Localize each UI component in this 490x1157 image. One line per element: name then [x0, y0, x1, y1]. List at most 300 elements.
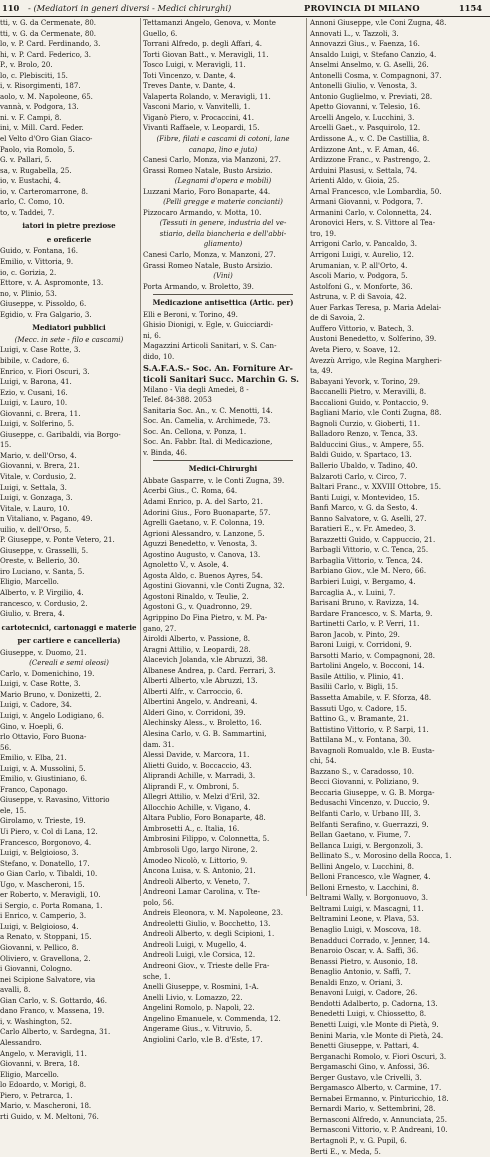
directory-entry: Babayani Yevork, v. Torino, 29.: [310, 376, 420, 386]
directory-entry: Austoni Benedetto, v. Solferino, 39.: [310, 334, 437, 344]
directory-entry: Arienti Aldo, v. Gioia, 25.: [310, 176, 400, 186]
directory-entry: Luigi, v. A. Mussolini, 5.: [0, 763, 86, 773]
directory-entry: Toti Vincenzo, v. Dante, 4.: [143, 70, 236, 80]
directory-entry: Bernasconi Vittorio, v. P. Andreani, 10.: [310, 1125, 448, 1135]
directory-entry: Elli e Beroni, v. Torino, 49.: [143, 309, 238, 319]
directory-entry: Emilio, v. Elba, 21.: [0, 753, 67, 763]
directory-entry: Benavoni Luigi, v. Cadore, 26.: [310, 988, 418, 998]
directory-entry: Baroni Luigi, v. Corridoni, 9.: [310, 640, 412, 650]
directory-entry: i, v. Washington, 52.: [0, 1016, 72, 1026]
directory-entry: Luigi, v. Cadore, 34.: [0, 700, 72, 710]
directory-column-left: [0, 18, 138, 1121]
directory-entry: Giuseppe, c. Garibaldi, via Borgo-: [0, 429, 121, 439]
directory-entry: Vasconi Mario, v. Vanvitelli, 1.: [143, 102, 251, 112]
directory-column-middle: [143, 18, 303, 1044]
directory-entry: Arumanian, v. P. all'Orto, 4.: [310, 260, 408, 270]
directory-entry: Banfi Marco, v. G. da Sesto, 4.: [310, 503, 418, 513]
directory-entry: dam. 31.: [143, 739, 175, 749]
directory-entry: Benaroio Oscar, v. A. Saffi, 36.: [310, 946, 419, 956]
directory-entry: io, c. Gorizia, 2.: [0, 267, 57, 277]
directory-entry: Barcaglia A., v. Luini, 7.: [310, 587, 396, 597]
directory-entry: Luigi, v. Lauro, 10.: [0, 398, 68, 408]
directory-entry: Arnal Francesco, v.le Lombardia, 50.: [310, 186, 442, 196]
directory-entry: Pizzocaro Armando, v. Motta, 10.: [143, 207, 262, 217]
directory-entry: Bernasconi Alfredo, v. Annunciata, 25.: [310, 1114, 448, 1124]
directory-entry: Aguzzi Benedetto, v. Venosta, 3.: [143, 539, 258, 549]
section-rule: [153, 294, 293, 295]
directory-entry: Antonelli Cosma, v. Compagnoni, 37.: [310, 70, 442, 80]
directory-entry: P. Giuseppe, v. Ponte Vetero, 21.: [0, 535, 115, 545]
directory-entry: Adami Enrico, p. A. del Sarto, 21.: [143, 496, 263, 506]
directory-entry: Giuseppe, v. Grasselli, 5.: [0, 545, 89, 555]
directory-entry: Aragni Attilio, v. Leopardi, 28.: [143, 644, 251, 654]
directory-entry: Adorini Gius., Foro Buonaparte, 57.: [143, 507, 271, 517]
category-note: (Mecc. in sete - filo e cascami): [14, 334, 124, 344]
directory-entry: Astruna, v. P. di Savoia, 42.: [310, 292, 407, 302]
directory-entry: Vitale, v. Cordusio, 2.: [0, 471, 77, 481]
directory-entry: Treves Dante, v. Dante, 4.: [143, 81, 236, 91]
directory-entry: Vivanti Raffaele, v. Leopardi, 15.: [143, 123, 260, 133]
directory-entry: Alacevich Jolanda, v.le Abruzzi, 38.: [143, 655, 268, 665]
directory-entry: Carlo Alberto, v. Sardegna, 31.: [0, 1027, 111, 1037]
directory-entry: Magazzini Articoli Sanitari, v. S. Can-: [143, 341, 277, 351]
directory-entry: Telef. 84-388. 2053: [143, 395, 212, 405]
category-note: (Fibre, filati e cascami di cotoni, lane: [156, 134, 290, 144]
directory-entry: Francesco, Borgonovo, 4.: [0, 837, 92, 847]
directory-entry: Balzaroti Carlo, v. Circo, 7.: [310, 471, 407, 481]
directory-entry: de di Savoia, 2.: [310, 313, 365, 323]
directory-entry: Antonelli Giulio, v. Venosta, 3.: [310, 81, 417, 91]
directory-entry: Banno Salvatore, v. G. Aselli, 27.: [310, 513, 427, 523]
directory-entry: lo, v. P. Card. Ferdinando, 3.: [0, 39, 101, 49]
directory-entry: Arcelli Angelo, v. Lucchini, 3.: [310, 112, 415, 122]
directory-entry: Annovazzi Gius., v. Faenza, 16.: [310, 39, 420, 49]
directory-entry: er Roberto, v. Meravigli, 10.: [0, 890, 101, 900]
directory-entry: aolo, v. M. Napoleone, 65.: [0, 91, 93, 101]
directory-entry: i Sergio, c. Porta Romana, 1.: [0, 900, 103, 910]
category-note: (Tessuti in genere, industria del ve-: [159, 218, 287, 228]
directory-entry: Benadduci Corrado, v. Jenner, 14.: [310, 935, 431, 945]
section-heading: cartotecnici, cartonaggi e materie: [1, 622, 137, 632]
directory-entry: Luigi, v. Belgioioso, 4.: [0, 921, 79, 931]
directory-entry: Beltrami Wally, v. Borgonuovo, 3.: [310, 893, 428, 903]
category-note: (Pelli gregge e materie concianti): [163, 197, 283, 207]
directory-entry: Benini Maria, v.le Monte di Pietà, 24.: [310, 1030, 444, 1040]
directory-entry: Grassi Romeo Natale, Busto Arsizio.: [143, 165, 273, 175]
directory-entry: Ballerio Ubaldo, v. Tadino, 40.: [310, 460, 418, 470]
directory-entry: Apetto Giovanni, v. Telesio, 16.: [310, 102, 421, 112]
directory-entry: Ugo, v. Mascheroni, 15.: [0, 879, 85, 889]
directory-entry: rlo Ottavio, Foro Buona-: [0, 732, 87, 742]
directory-entry: Belfanti Serafino, v. Guerrazzi, 9.: [310, 819, 429, 829]
directory-entry: ni. v. F. Campi, 8.: [0, 112, 62, 122]
directory-entry: Luigi, v. Settala, 3.: [0, 482, 67, 492]
directory-entry: Anelli Livio, v. Lomazzo, 22.: [143, 992, 243, 1002]
directory-entry: Alberti Alberto, v.le Abruzzi, 13.: [143, 676, 258, 686]
directory-entry: Ardizzone Ant., v. F. Aman, 46.: [310, 144, 420, 154]
directory-entry: Andreis Eleonora, v. M. Napoleone, 23.: [143, 908, 283, 918]
section-heading: iatori in pietre preziose: [22, 221, 116, 231]
directory-entry: Basile Attilio, v. Plinio, 41.: [310, 671, 404, 681]
directory-entry: Bernardi Mario, v. Settembrini, 28.: [310, 1104, 436, 1114]
directory-entry: Bassuti Ugo, v. Cadore, 15.: [310, 703, 407, 713]
directory-entry: uilio, v. dell'Orso, 5.: [0, 524, 71, 534]
directory-entry: Aveta Piero, v. Soave, 12.: [310, 344, 401, 354]
directory-entry: Milano - Via degli Amedei, 8 -: [143, 384, 249, 394]
directory-entry: Piero, v. Petrarca, 1.: [0, 1090, 73, 1100]
directory-entry: Andreoni Giov., v. Trieste delle Fra-: [143, 961, 270, 971]
directory-entry: Balladoro Renzo, v. Tenca, 33.: [310, 429, 418, 439]
directory-entry: Valaperta Rolando, v. Meravigli, 11.: [143, 91, 271, 101]
directory-entry: Guido, v. Fontana, 16.: [0, 246, 79, 256]
directory-entry: Agostoni G., v. Quadronno, 29.: [143, 602, 252, 612]
directory-entry: Vitale, v. Lauro, 10.: [0, 503, 70, 513]
directory-entry: Angerame Gius., v. Vitruvio, 5.: [143, 1024, 252, 1034]
directory-entry: Alessandro.: [0, 1037, 42, 1047]
directory-entry: n Vitaliano, v. Pagano, 49.: [0, 514, 93, 524]
directory-entry: Arrigoni Luigi, v. Aurelio, 12.: [310, 250, 414, 260]
directory-entry: Baldi Guido, v. Spartaco, 13.: [310, 450, 412, 460]
directory-entry: Grassi Romeo Natale, Busto Arsizio.: [143, 260, 273, 270]
directory-entry: Giovanni, v. Pellico, 8.: [0, 943, 79, 953]
directory-entry: Aronovici Hers, v. S. Vittore al Tea-: [310, 218, 436, 228]
directory-entry: Ansaldo Luigi, v. Stefano Canzio, 4.: [310, 49, 437, 59]
directory-entry: Allocchio Achille, v. Vigano, 4.: [143, 802, 251, 812]
directory-entry: hi, v. P. Card. Federico, 3.: [0, 49, 92, 59]
directory-entry: avalli, 8.: [0, 985, 31, 995]
advertiser-name: S.A.F.A.S.- Soc. An. Forniture Ar-: [143, 362, 293, 373]
category-note: gliamento): [203, 239, 243, 249]
directory-entry: Banti Luigi, v. Montevideo, 15.: [310, 492, 420, 502]
directory-entry: rancesco, v. Cordusio, 2.: [0, 598, 88, 608]
directory-entry: o Gian Carlo, v. Tibaldi, 10.: [0, 869, 98, 879]
directory-entry: Barisani Bruno, v. Ravizza, 14.: [310, 598, 420, 608]
directory-entry: Eligio, Marcello.: [0, 1069, 59, 1079]
directory-entry: Benaglio Antonio, v. Saffi, 7.: [310, 967, 411, 977]
directory-entry: io, v. Eustachi, 4.: [0, 176, 61, 186]
directory-entry: Bedusachi Vincenzo, v. Duccio, 9.: [310, 798, 430, 808]
directory-entry: Abbate Gasparre, v. le Conti Zugna, 39.: [143, 475, 285, 485]
directory-entry: Canesi Carlo, Monza, via Manzoni, 27.: [143, 155, 281, 165]
directory-entry: Ardizzone Franc., v. Pastrengo, 2.: [310, 155, 431, 165]
directory-entry: Guello, 6.: [143, 28, 178, 38]
directory-entry: Giovanni, c. Brera, 11.: [0, 408, 81, 418]
directory-entry: Agostino Augusto, v. Canova, 13.: [143, 549, 261, 559]
directory-entry: Agosta Aldo, c. Buenos Ayres, 54.: [143, 570, 263, 580]
directory-entry: Egidio, v. Fra Galgario, 3.: [0, 309, 92, 319]
directory-entry: Benassi Pietro, v. Ausonio, 18.: [310, 956, 418, 966]
directory-entry: Bassetta Amabile, v. F. Sforza, 48.: [310, 693, 432, 702]
directory-entry: Enrico, v. Fiori Oscuri, 3.: [0, 366, 90, 376]
directory-entry: 15.: [0, 440, 12, 450]
directory-entry: G. v. Pallari, 5.: [0, 155, 52, 165]
directory-entry: Giovanni, v. Brera, 18.: [0, 1059, 80, 1069]
directory-entry: Auffero Vittorio, v. Batech, 3.: [310, 323, 414, 333]
directory-entry: Amodeo Nicolò, v. Littorio, 9.: [143, 855, 248, 865]
directory-entry: Angelo, v. Meravigli, 11.: [0, 1048, 87, 1058]
directory-entry: Bagliani Mario, v.le Conti Zugna, 88.: [310, 408, 442, 418]
header-rule: [0, 16, 490, 17]
directory-entry: Alderi Gino, v. Corridoni, 39.: [143, 707, 246, 717]
directory-entry: Carlo, v. Domenichino, 19.: [0, 668, 95, 678]
directory-entry: Mario, v. dell'Orso, 4.: [0, 450, 77, 460]
directory-entry: Andreoletti Giulio, v. Bocchetto, 13.: [143, 918, 271, 928]
directory-entry: Alesina Carlo, v. G. B. Sammartini,: [143, 729, 267, 738]
directory-entry: Annovati L., v. Tazzoli, 3.: [310, 28, 399, 38]
directory-entry: Alechinsky Aless., v. Broletto, 16.: [143, 718, 262, 728]
directory-entry: Bagnoli Curzio, v. Gioberti, 11.: [310, 418, 420, 428]
section-heading: Mediatori pubblici: [32, 323, 106, 333]
directory-entry: Auer Farkas Teresa, p. Maria Adelai-: [310, 302, 442, 312]
directory-entry: nei Scipione Salvatore, via: [0, 974, 96, 984]
directory-entry: Giuseppe, v. Ravasino, Vittorio: [0, 795, 110, 805]
directory-entry: Alessi Davide, v. Marcora, 11.: [143, 750, 250, 760]
directory-entry: Barbagli Vittorio, v. C. Tenca, 25.: [310, 545, 429, 555]
category-note: (Legnami d'opera e mobili): [174, 176, 272, 186]
directory-entry: sche, 1.: [143, 971, 171, 981]
directory-entry: Avezzù Arrigo, v.le Regina Margheri-: [310, 355, 442, 365]
column-divider: [140, 18, 141, 896]
directory-entry: Albanese Andrea, p. Card. Ferrari, 3.: [143, 665, 276, 675]
directory-entry: Alberto, v. P. Virgilio, 4.: [0, 587, 84, 597]
directory-entry: Bernabei Ermanno, v. Pinturicchio, 18.: [310, 1093, 449, 1103]
directory-entry: lo, c. Plebisciti, 15.: [0, 70, 68, 80]
directory-entry: Agrippino Do Fina Pietro, v. M. Pa-: [143, 612, 268, 622]
directory-entry: polo, 56.: [143, 897, 174, 907]
directory-entry: Bendotti Adalberto, p. Cadorna, 13.: [310, 998, 438, 1008]
directory-entry: Benaglio Luigi, v. Moscova, 18.: [310, 925, 422, 935]
directory-entry: Agrelli Gaetano, v. F. Colonna, 19.: [143, 518, 265, 528]
directory-entry: Angiolini Carlo, v.le B. d'Este, 17.: [143, 1034, 263, 1044]
directory-entry: dano Franco, v. Massena, 19.: [0, 1006, 105, 1016]
directory-entry: io, v. Carteromarrone, 8.: [0, 186, 88, 196]
directory-entry: Luigi, v. Case Rotte, 3.: [0, 679, 81, 689]
directory-entry: tti, v. G. da Cermenate, 80.: [0, 18, 97, 27]
directory-entry: Ardissone A., v. C. De Castillia, 8.: [310, 134, 430, 144]
directory-entry: Bartolini Angelo, v. Bocconi, 14.: [310, 661, 425, 671]
directory-entry: Stefano, v. Donatello, 17.: [0, 858, 90, 868]
directory-entry: to, v. Taddei, 7.: [0, 207, 55, 217]
directory-entry: Paolo, via Romolo, 5.: [0, 144, 75, 154]
page-header: [0, 0, 490, 16]
category-note: (Cereali e semi oleosi): [29, 658, 109, 668]
directory-entry: Bellini Angelo, v. Lucchini, 8.: [310, 861, 414, 871]
directory-entry: Tettamanzi Angelo, Genova, v. Monte: [143, 18, 276, 27]
directory-entry: Franco, Caponago.: [0, 784, 68, 794]
directory-entry: Annoni Giuseppe, v.le Coni Zugna, 48.: [310, 18, 447, 27]
directory-entry: Agostoni Rinaldo, v. Teulie, 2.: [143, 591, 249, 601]
directory-entry: Viganò Piero, v. Procaccini, 41.: [143, 112, 254, 122]
directory-entry: Giulio, v. Brera, 4.: [0, 609, 65, 619]
directory-entry: Becci Giovanni, v. Poliziano, 9.: [310, 777, 419, 787]
directory-entry: Bardare Francesco, v. S. Marta, 9.: [310, 608, 433, 618]
page-number-left: 110: [2, 3, 20, 13]
directory-entry: Mario Bruno, v. Donizetti, 2.: [0, 689, 102, 699]
directory-entry: Ambrosoli Ugo, largo Nirone, 2.: [143, 845, 258, 855]
directory-entry: Antonio Guglielmo, v. Previati, 28.: [310, 91, 433, 101]
directory-entry: Berganachi Romolo, v. Fiori Oscuri, 3.: [310, 1051, 447, 1061]
directory-entry: Armani Giovanni, v. Podgora, 7.: [310, 197, 423, 207]
directory-entry: Bertagnoli P., v. G. Pupil, 6.: [310, 1135, 407, 1145]
directory-entry: Airoldi Alberto, v. Passione, 8.: [143, 634, 251, 644]
directory-entry: P., v. Brolo, 20.: [0, 60, 53, 70]
section-heading: per cartiere e cancelleria): [17, 636, 121, 646]
directory-entry: Girolamo, v. Trieste, 19.: [0, 816, 86, 826]
directory-entry: Baccalioni Guido, v. Pontaccio, 9.: [310, 397, 429, 407]
directory-entry: Baratieri E., v. Fr. Amedeo, 3.: [310, 524, 416, 534]
directory-entry: Anselmi Anselmo, v. G. Aselli, 26.: [310, 60, 429, 70]
directory-entry: ta, 49.: [310, 366, 333, 376]
directory-entry: rti Guido, v. M. Meltoni, 76.: [0, 1111, 99, 1121]
directory-entry: Bavagnoli Romualdo, v.le B. Eusta-: [310, 745, 435, 755]
directory-entry: Balduccini Gius., v. Ampere, 55.: [310, 439, 424, 449]
directory-entry: ni, 6.: [143, 330, 161, 340]
directory-entry: Baccanelli Pietro, v. Meravilli, 8.: [310, 387, 427, 397]
directory-entry: i Enrico, v. Camperio, 3.: [0, 911, 87, 921]
directory-entry: Angelini Romolo, p. Napoli, 22.: [143, 1003, 255, 1013]
directory-entry: Ancona Luisa, v. S. Antonio, 21.: [143, 866, 256, 876]
directory-entry: Oreste, v. Bellerio, 30.: [0, 556, 80, 566]
directory-entry: Bellinato S., v. Morosino della Rocca, 1.: [310, 851, 452, 861]
directory-entry: chi, 54.: [310, 756, 337, 766]
directory-entry: Battistino Vittorio, v. P. Sarpi, 11.: [310, 724, 429, 734]
directory-entry: v. Binda, 46.: [143, 447, 187, 457]
directory-entry: ele, 15.: [0, 805, 27, 815]
directory-entry: Belfanti Carlo, v. Urbano III, 3.: [310, 809, 421, 819]
directory-entry: Ambrosini Filippo, v. Colonnetta, 5.: [143, 834, 270, 844]
column-divider: [306, 18, 307, 896]
category-note: canapa, lino e juta): [188, 144, 258, 154]
directory-entry: Benaldi Enzo, v. Oriani, 3.: [310, 977, 403, 987]
directory-entry: Barbiano Giov., v.le M. Nero, 66.: [310, 566, 427, 576]
page-number-right: 1154: [458, 3, 482, 13]
directory-entry: Bazzano S., v. Caradosso, 10.: [310, 766, 415, 776]
directory-entry: Andreoli Luigi, v.le Corsica, 12.: [143, 950, 256, 960]
directory-entry: Altara Publio, Foro Bonaparte, 48.: [143, 813, 266, 823]
directory-entry: gano, 27.: [143, 623, 177, 633]
directory-entry: Ascoli Mario, v. Podgora, 5.: [310, 271, 408, 281]
directory-entry: Andreoli Alberto, v. degli Scipioni, 1.: [143, 929, 275, 939]
directory-entry: Luigi, v. Gonzaga, 3.: [0, 493, 73, 503]
running-title: PROVINCIA DI MILANO: [304, 3, 420, 13]
directory-entry: Beltrami Luigi, v. Mascagni, 11.: [310, 903, 424, 913]
directory-entry: Ghisio Dionigi, v. Egle, v. Guicciardi-: [143, 320, 274, 330]
directory-entry: Arrigoni Carlo, v. Pancaldo, 3.: [310, 239, 417, 249]
directory-entry: Acerbi Gius., C. Roma, 64.: [143, 486, 238, 496]
running-head: - (Mediatori in generi diversi - Medici chirurghi): [28, 3, 232, 13]
directory-entry: Aliprandi Achille, v. Marradi, 3.: [143, 771, 256, 781]
directory-entry: iro Luciano, v. Santa, 5.: [0, 566, 85, 576]
directory-entry: Soc. An. Camelia, v. Archimede, 73.: [143, 416, 271, 426]
directory-entry: Bartinetti Carlo, v. P. Verri, 11.: [310, 619, 420, 629]
directory-entry: Andreoli Luigi, v. Mugello, 4.: [143, 939, 247, 949]
directory-entry: Barsotti Mario, v. Compagnoni, 28.: [310, 650, 435, 660]
directory-entry: ini, v. Mill. Card. Feder.: [0, 123, 84, 133]
directory-entry: Soc. An. Cellona, v. Ponza, 1.: [143, 426, 247, 436]
directory-entry: Luzzani Mario, Foro Bonaparte, 44.: [143, 186, 271, 196]
directory-entry: Allegri Attilio, v. Melzi d'Eril, 32.: [143, 792, 260, 802]
directory-entry: Bellanca Luigi, v. Bergonzoli, 3.: [310, 840, 424, 850]
directory-entry: Belloni Ernesto, v. Lacchini, 8.: [310, 882, 419, 892]
directory-entry: Ettore, v. A. Aspromonte, 13.: [0, 278, 104, 288]
directory-entry: tti, v. G. da Cermenate, 80.: [0, 28, 97, 38]
directory-entry: Agnoletto V., v. Asole, 4.: [143, 560, 229, 570]
directory-entry: Baron Jacob, v. Pinto, 29.: [310, 629, 400, 639]
directory-entry: Andreoni Lamar Carolina, v. Tte-: [143, 887, 260, 897]
directory-entry: Basilii Carlo, v. Bigli, 15.: [310, 682, 398, 692]
directory-entry: no, v. Plinio, 53.: [0, 288, 57, 298]
directory-entry: Gino, v. Hoepli, 6.: [0, 721, 64, 731]
directory-column-right: [310, 18, 488, 1156]
directory-entry: Benetti Luigi, v.le Monte di Pietà, 9.: [310, 1019, 439, 1029]
directory-entry: Andreoli Alberto, v. Veneto, 7.: [143, 876, 250, 886]
directory-entry: Emilio, v. Vittoria, 9.: [0, 257, 74, 267]
category-note: stiario, della biancheria e dell'abbi-: [159, 228, 287, 238]
directory-entry: Luigi, v. Angelo Lodigiano, 6.: [0, 711, 105, 720]
directory-entry: sa, v. Rugabella, 25.: [0, 165, 72, 175]
directory-entry: Eligio, Marcello.: [0, 577, 59, 587]
directory-entry: Agostini Giovanni, v.le Conti Zugna, 32.: [143, 581, 285, 591]
directory-entry: Giuseppe, v. Duomo, 21.: [0, 647, 87, 657]
directory-entry: arlo, C. Como, 10.: [0, 197, 65, 207]
directory-entry: Barbaglia Vittorio, v. Tenca, 24.: [310, 555, 423, 565]
directory-entry: i, v. Risorgimenti, 187.: [0, 81, 81, 91]
directory-entry: Battilana M., v. Fontana, 30.: [310, 735, 412, 745]
section-heading: Medicazione antisettica (Artic. per): [152, 298, 294, 308]
directory-entry: lo Edoardo, v. Morigi, 8.: [0, 1080, 87, 1090]
directory-entry: Belloni Francesco, v.le Wagner, 4.: [310, 872, 431, 882]
directory-entry: Soc. An. Fabbr. Ital. di Medicazione,: [143, 437, 273, 447]
directory-entry: Luigi, v. Solferino, 5.: [0, 419, 75, 429]
directory-entry: Luigi, v. Belgioioso, 3.: [0, 848, 79, 858]
directory-entry: Emilio, v. Giustiniano, 6.: [0, 774, 88, 784]
directory-entry: Canesi Carlo, Monza, v. Manzoni, 27.: [143, 250, 276, 260]
directory-entry: Astolfoni G., v. Monforte, 36.: [310, 281, 413, 291]
directory-entry: Battino G., v. Bramante, 21.: [310, 714, 409, 724]
directory-entry: Ambrosetti A., c. Italia, 16.: [143, 823, 240, 833]
directory-entry: Benedetti Luigi, v. Chiossetto, 8.: [310, 1009, 427, 1019]
directory-entry: Giuseppe, v. Pissoldo, 6.: [0, 299, 87, 309]
section-heading: Medici-Chirurghi: [188, 464, 258, 474]
directory-entry: Gian Carlo, v. S. Gottardo, 46.: [0, 995, 108, 1005]
directory-entry: Agrioni Alessandro, v. Lanzone, 5.: [143, 528, 265, 538]
directory-entry: Mario, v. Mascheroni, 18.: [0, 1101, 92, 1111]
directory-entry: vannà, v. Podgora, 13.: [0, 102, 79, 112]
directory-entry: i Giovanni, Cologno.: [0, 964, 73, 974]
directory-entry: Baltari Franc., v. XXVIII Ottobre, 15.: [310, 482, 441, 492]
directory-entry: Berger Gustavo, v.le Crivelli, 3.: [310, 1072, 422, 1082]
directory-entry: Alberti Alfr., v. Carroccio, 6.: [143, 686, 243, 696]
directory-entry: Beltramini Leone, v. Plava, 53.: [310, 914, 419, 924]
directory-entry: Sanitaria Soc. An., v. C. Menotti, 14.: [143, 405, 273, 415]
directory-entry: Luigi, v. Case Rotte, 3.: [0, 345, 81, 355]
directory-entry: Armanini Carlo, v. Colonnetta, 24.: [310, 207, 432, 217]
directory-entry: Giovanni, v. Brera, 21.: [0, 461, 80, 471]
directory-entry: Benetti Giuseppe, v. Pattari, 4.: [310, 1041, 420, 1051]
directory-entry: Arcelli Gaet., v. Pasquirolo, 12.: [310, 123, 421, 133]
directory-entry: bibile, v. Cadore, 6.: [0, 355, 70, 365]
section-rule: [153, 460, 293, 461]
directory-entry: Bellan Gaetano, v. Fiume, 7.: [310, 830, 411, 840]
directory-entry: Oliviero, v. Gravellona, 2.: [0, 953, 91, 963]
directory-entry: Aliprandi F., v. Ombroni, 5.: [143, 781, 239, 791]
advertiser-name: ticoli Sanitari Succ. Marchin G. S.: [143, 373, 299, 384]
directory-entry: Anelli Giuseppe, v. Rosmini, 1-A.: [143, 982, 259, 992]
directory-entry: a Renato, v. Stoppani, 15.: [0, 932, 92, 942]
directory-entry: Berti E., v. Meda, 5.: [310, 1146, 381, 1156]
category-note: (Vini): [213, 271, 233, 281]
directory-entry: 56.: [0, 742, 12, 752]
